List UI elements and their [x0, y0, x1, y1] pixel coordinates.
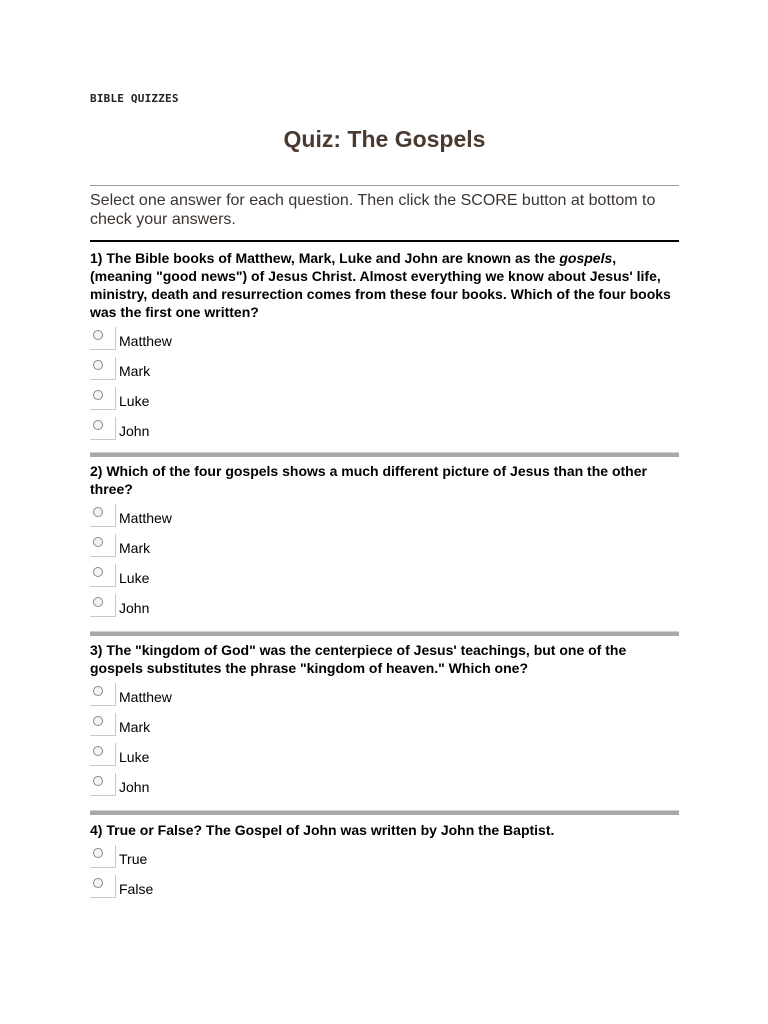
question-separator [90, 810, 679, 815]
answer-label: Luke [119, 570, 150, 586]
radio-circle-icon [93, 878, 103, 888]
answer-label: John [119, 600, 150, 616]
divider [90, 185, 679, 186]
answer-option[interactable] [90, 683, 679, 713]
answer-option[interactable] [90, 594, 679, 624]
answer-label: Luke [119, 393, 150, 409]
question-text: 4) True or False? The Gospel of John was written by John the Baptist. [90, 822, 555, 838]
question-text: 3) The "kingdom of God" was the centerpiece of Jesus' teachings, but one of the gospels substitutes the phrase "kingdom of heaven." Which one? [90, 642, 627, 676]
answer-option[interactable] [90, 504, 679, 534]
radio-circle-icon [93, 716, 103, 726]
answer-option[interactable] [90, 713, 679, 743]
answer-label: John [119, 423, 150, 439]
question-3 [90, 641, 679, 803]
radio-circle-icon [93, 537, 103, 547]
radio-button[interactable] [90, 504, 116, 527]
answer-option[interactable] [90, 387, 679, 417]
radio-circle-icon [93, 390, 103, 400]
question-separator [90, 631, 679, 636]
answer-label: Luke [119, 749, 150, 765]
radio-circle-icon [93, 330, 103, 340]
radio-button[interactable] [90, 327, 116, 350]
answer-label: Mark [119, 363, 151, 379]
radio-button[interactable] [90, 713, 116, 736]
answer-label: Matthew [119, 689, 172, 705]
question-2 [90, 462, 679, 624]
site-label: BIBLE QUIZZES [90, 92, 179, 105]
divider [90, 240, 679, 242]
instructions: Select one answer for each question. Then click the SCORE button at bottom to check your answers. [90, 192, 656, 228]
radio-circle-icon [93, 848, 103, 858]
radio-button[interactable] [90, 773, 116, 796]
radio-circle-icon [93, 507, 103, 517]
radio-button[interactable] [90, 845, 116, 868]
answer-option[interactable] [90, 564, 679, 594]
answer-option[interactable] [90, 534, 679, 564]
question-1 [90, 249, 679, 447]
answer-label: Matthew [119, 333, 172, 349]
question-text: 2) Which of the four gospels shows a much different picture of Jesus than the other three? [90, 463, 647, 497]
radio-button[interactable] [90, 594, 116, 617]
radio-circle-icon [93, 597, 103, 607]
radio-button[interactable] [90, 875, 116, 898]
answer-option[interactable] [90, 875, 679, 905]
radio-circle-icon [93, 746, 103, 756]
page-title: Quiz: The Gospels [283, 126, 486, 152]
answer-option[interactable] [90, 327, 679, 357]
radio-button[interactable] [90, 743, 116, 766]
radio-button[interactable] [90, 534, 116, 557]
question-text: 1) The Bible books of Matthew, Mark, Luke and John are known as the gospels, (meaning "good news") of Jesus Christ. Almost everything we know about Jesus' life, ministry, death and resurrection comes from these four books. Which of the four books was the first one written? [90, 250, 671, 320]
answer-label: Mark [119, 719, 151, 735]
question-4 [90, 821, 679, 905]
answer-label: John [119, 779, 150, 795]
answer-label: Mark [119, 540, 151, 556]
radio-circle-icon [93, 776, 103, 786]
question-separator [90, 452, 679, 457]
radio-button[interactable] [90, 357, 116, 380]
radio-circle-icon [93, 420, 103, 430]
radio-circle-icon [93, 360, 103, 370]
radio-button[interactable] [90, 564, 116, 587]
radio-circle-icon [93, 686, 103, 696]
answer-option[interactable] [90, 845, 679, 875]
radio-button[interactable] [90, 417, 116, 440]
radio-button[interactable] [90, 683, 116, 706]
answer-label: True [119, 851, 148, 867]
answer-option[interactable] [90, 357, 679, 387]
answer-option[interactable] [90, 743, 679, 773]
answer-label: Matthew [119, 510, 172, 526]
radio-circle-icon [93, 567, 103, 577]
radio-button[interactable] [90, 387, 116, 410]
answer-option[interactable] [90, 417, 679, 447]
answer-option[interactable] [90, 773, 679, 803]
answer-label: False [119, 881, 154, 897]
